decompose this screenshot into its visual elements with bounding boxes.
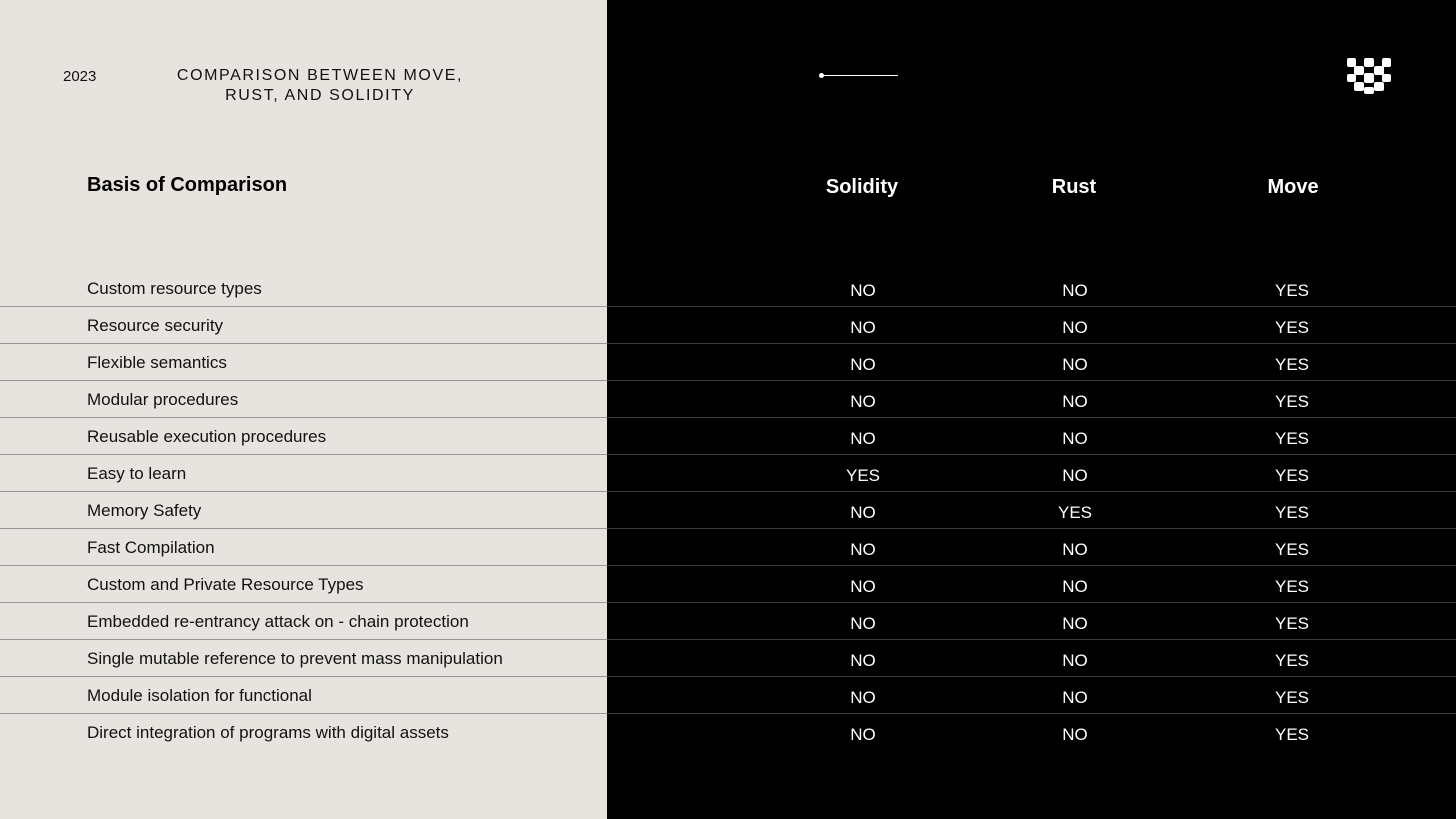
feature-label: Embedded re-entrancy attack on - chain protection	[87, 612, 469, 631]
row-divider	[0, 380, 607, 381]
move-value: YES	[1274, 466, 1310, 485]
solidity-value: NO	[850, 577, 876, 596]
move-value: YES	[1274, 429, 1310, 448]
row-divider	[0, 565, 607, 566]
feature-label: Fast Compilation	[87, 538, 215, 557]
table-row	[0, 308, 1456, 344]
rust-value: NO	[1062, 318, 1088, 337]
feature-label: Custom and Private Resource Types	[87, 575, 364, 594]
row-divider	[607, 676, 1456, 677]
row-divider	[607, 565, 1456, 566]
row-divider	[607, 343, 1456, 344]
rust-value: NO	[1062, 392, 1088, 411]
solidity-value: NO	[850, 651, 876, 670]
feature-label: Direct integration of programs with digital assets	[87, 723, 449, 742]
row-divider	[607, 528, 1456, 529]
solidity-value: YES	[845, 466, 881, 485]
rust-value: NO	[1062, 429, 1088, 448]
move-value: YES	[1274, 540, 1310, 559]
move-value: YES	[1274, 281, 1310, 300]
rust-value: NO	[1062, 688, 1088, 707]
move-logo-icon	[1345, 56, 1393, 96]
feature-label: Module isolation for functional	[87, 686, 312, 705]
column-header-move: Move	[1267, 176, 1319, 198]
table-row	[0, 382, 1456, 418]
row-divider	[607, 417, 1456, 418]
basis-header: Basis of Comparison	[87, 174, 288, 196]
move-value: YES	[1274, 651, 1310, 670]
solidity-value: NO	[850, 318, 876, 337]
rust-value: YES	[1057, 503, 1093, 522]
solidity-value: NO	[850, 503, 876, 522]
feature-label: Single mutable reference to prevent mass manipulation	[87, 649, 503, 668]
year-label: 2023	[63, 68, 97, 85]
table-row	[0, 456, 1456, 492]
table-row	[0, 271, 1456, 307]
feature-label: Easy to learn	[87, 464, 187, 483]
rust-value: NO	[1062, 725, 1088, 744]
rust-value: NO	[1062, 614, 1088, 633]
title-line-2: RUST, AND SOLIDITY	[225, 87, 415, 104]
row-divider	[0, 639, 607, 640]
table-row	[0, 530, 1456, 566]
row-divider	[0, 343, 607, 344]
row-divider	[0, 676, 607, 677]
row-divider	[0, 454, 607, 455]
move-value: YES	[1274, 725, 1310, 744]
table-row	[0, 641, 1456, 677]
title-line-1: COMPARISON BETWEEN MOVE,	[176, 67, 464, 84]
table-row	[0, 715, 1456, 751]
feature-label: Reusable execution procedures	[87, 427, 327, 446]
rust-value: NO	[1062, 281, 1088, 300]
page-title	[150, 66, 490, 106]
decorative-line	[820, 75, 898, 76]
table-row	[0, 678, 1456, 714]
feature-label: Memory Safety	[87, 501, 202, 520]
solidity-value: NO	[850, 540, 876, 559]
table-row	[0, 604, 1456, 640]
move-value: YES	[1274, 688, 1310, 707]
move-value: YES	[1274, 355, 1310, 374]
row-divider	[607, 713, 1456, 714]
row-divider	[0, 306, 607, 307]
rust-value: NO	[1062, 577, 1088, 596]
feature-label: Custom resource types	[87, 279, 262, 298]
rust-value: NO	[1062, 540, 1088, 559]
rust-value: NO	[1062, 466, 1088, 485]
solidity-value: NO	[850, 355, 876, 374]
move-value: YES	[1274, 614, 1310, 633]
move-value: YES	[1274, 577, 1310, 596]
rust-value: NO	[1062, 355, 1088, 374]
move-value: YES	[1274, 503, 1310, 522]
move-value: YES	[1274, 392, 1310, 411]
table-row	[0, 567, 1456, 603]
solidity-value: NO	[850, 725, 876, 744]
row-divider	[607, 380, 1456, 381]
table-row	[0, 493, 1456, 529]
solidity-value: NO	[850, 614, 876, 633]
feature-label: Flexible semantics	[87, 353, 227, 372]
row-divider	[0, 528, 607, 529]
column-header-rust: Rust	[1051, 176, 1097, 198]
row-divider	[607, 639, 1456, 640]
row-divider	[0, 713, 607, 714]
move-value: YES	[1274, 318, 1310, 337]
column-header-solidity: Solidity	[825, 176, 899, 198]
row-divider	[607, 602, 1456, 603]
table-row	[0, 345, 1456, 381]
feature-label: Modular procedures	[87, 390, 239, 409]
row-divider	[0, 417, 607, 418]
solidity-value: NO	[850, 281, 876, 300]
row-divider	[607, 306, 1456, 307]
row-divider	[607, 454, 1456, 455]
solidity-value: NO	[850, 429, 876, 448]
solidity-value: NO	[850, 392, 876, 411]
row-divider	[0, 602, 607, 603]
row-divider	[607, 491, 1456, 492]
solidity-value: NO	[850, 688, 876, 707]
row-divider	[0, 491, 607, 492]
rust-value: NO	[1062, 651, 1088, 670]
feature-label: Resource security	[87, 316, 224, 335]
table-row	[0, 419, 1456, 455]
